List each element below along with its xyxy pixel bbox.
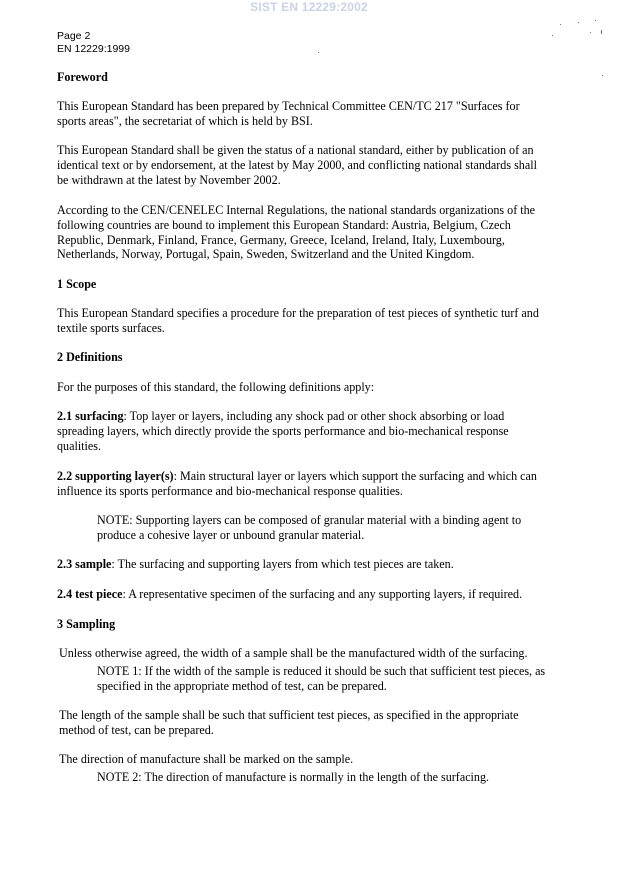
sampling-p3: The direction of manufacture shall be marked on the sample. [59,752,354,766]
scope-heading: 1 Scope [57,277,97,291]
foreword-heading: Foreword [57,70,108,84]
foreword-p2-line1: This European Standard shall be given the status of a national standard, either by publication of an [57,143,534,157]
foreword-p3-line2: following countries are bound to implement this European Standard: Austria, Belgium, Czech [57,218,511,232]
sampling-note1-line2: specified in the appropriate method of test, can be prepared. [97,679,387,693]
definitions-heading: 2 Definitions [57,350,123,364]
document-id: EN 12229:1999 [57,43,130,55]
definitions-note-line2: produce a cohesive layer or unbound granular material. [97,528,365,542]
definition-2-3-term: 2.3 sample [57,557,112,571]
definition-2-1-term: 2.1 surfacing [57,409,124,423]
definitions-note-line1: NOTE: Supporting layers can be composed of granular material with a binding agent to [97,513,522,527]
sampling-p2-line2: method of test, can be prepared. [59,723,214,737]
sampling-p1: Unless otherwise agreed, the width of a sample shall be the manufactured width of the surfacing. [59,646,528,660]
definition-2-4-term: 2.4 test piece [57,587,123,601]
definition-2-1-line3: qualities. [57,439,101,453]
page-number: Page 2 [57,30,91,42]
foreword-p3-line1: According to the CEN/CENELEC Internal Regulations, the national standards organizations of the [57,203,536,217]
sampling-p2-line1: The length of the sample shall be such that sufficient test pieces, as specified in the appropriate [59,708,519,722]
foreword-p2-line3: be withdrawn at the latest by November 2002. [57,173,281,187]
scan-speck [602,75,603,76]
scan-speck [590,32,591,33]
definition-2-3: 2.3 sample: The surfacing and supporting layers from which test pieces are taken. [57,557,454,571]
definition-2-2-line1: 2.2 supporting layer(s): Main structural layer or layers which support the surfacing and which can [57,469,537,483]
scan-speck [578,22,579,23]
scope-line1: This European Standard specifies a procedure for the preparation of test pieces of synthetic turf and [57,306,539,320]
scan-speck [560,24,561,25]
definition-2-4: 2.4 test piece: A representative specimen of the surfacing and any supporting layers, if required. [57,587,523,601]
foreword-p3-line3: Republic, Denmark, Finland, France, Germany, Greece, Iceland, Ireland, Italy, Luxembourg, [57,233,505,247]
definition-2-2-line2: influence its sports performance and bio-mechanical response qualities. [57,484,403,498]
definition-2-1-line1: 2.1 surfacing: Top layer or layers, including any shock pad or other shock absorbing or load [57,409,505,423]
foreword-p2-line2: identical text or by endorsement, at the latest by May 2000, and conflicting national standards shall [57,158,537,172]
scan-speck [595,20,596,21]
foreword-p3-line4: Netherlands, Norway, Portugal, Spain, Sweden, Switzerland and the United Kingdom. [57,247,475,261]
sampling-heading: 3 Sampling [57,617,116,631]
definition-2-2-term: 2.2 supporting layer(s) [57,469,174,483]
sampling-note1-line1: NOTE 1: If the width of the sample is reduced it should be such that sufficient test pieces, as [97,664,546,678]
scan-speck [552,35,553,36]
scope-line2: textile sports surfaces. [57,321,165,335]
watermark: SIST EN 12229:2002 [250,0,368,14]
definitions-intro: For the purposes of this standard, the following definitions apply: [57,380,375,394]
sampling-note2: NOTE 2: The direction of manufacture is normally in the length of the surfacing. [97,770,490,784]
definition-2-1-line2: spreading layers, which directly provide the sports performance and bio-mechanical response [57,424,509,438]
scan-speck [318,52,319,53]
foreword-p1-line2: sports areas", the secretariat of which is held by BSI. [57,114,313,128]
scan-speck [601,30,602,34]
foreword-p1-line1: This European Standard has been prepared by Technical Committee CEN/TC 217 "Surfaces for [57,99,520,113]
